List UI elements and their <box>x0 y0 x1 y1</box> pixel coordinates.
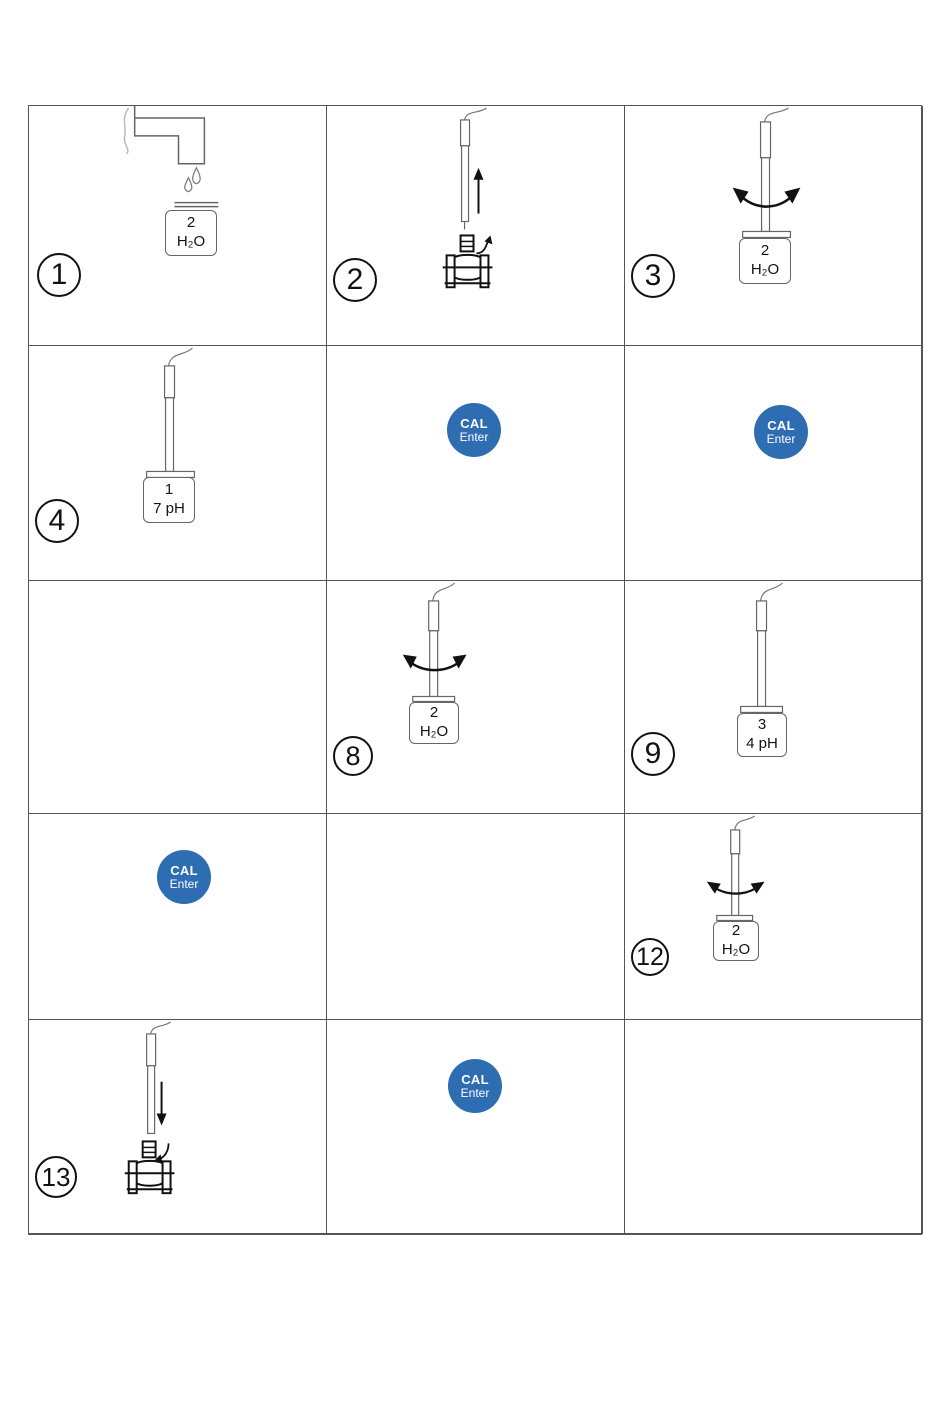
step-4-cell <box>29 346 327 581</box>
step-number: 1 <box>37 253 81 297</box>
beaker-label: 4 pH <box>746 735 778 752</box>
step-7-cell <box>29 581 327 814</box>
step-number: 8 <box>333 736 373 776</box>
step-number: 13 <box>35 1156 77 1198</box>
step-number: 2 <box>333 258 377 302</box>
enter-label: Enter <box>766 431 796 446</box>
electrode-rinse-illustration <box>625 106 922 345</box>
step-number: 3 <box>631 254 675 298</box>
step-3-cell <box>625 106 923 346</box>
step-9-cell <box>625 581 923 814</box>
pipe-clamp-icon <box>443 235 493 287</box>
step-14-cell <box>327 1020 625 1234</box>
cal-label: CAL <box>767 417 795 433</box>
beaker-ph4 <box>737 713 787 757</box>
beaker-number: 2 <box>429 704 439 722</box>
beaker-water <box>739 238 791 284</box>
beaker-ph7 <box>143 477 195 523</box>
cal-enter-button[interactable] <box>448 1059 502 1113</box>
beaker-label: 7 pH <box>153 500 185 517</box>
step-number: 4 <box>35 499 79 543</box>
beaker-water <box>713 921 759 961</box>
electrode-buffer-illustration <box>29 346 326 580</box>
enter-label: Enter <box>169 876 199 891</box>
beaker-number: 2 <box>186 214 196 232</box>
electrode-icon <box>743 108 791 237</box>
step-6-cell <box>625 346 923 581</box>
electrode-icon <box>413 583 455 701</box>
beaker-water <box>165 210 217 256</box>
beaker-number: 1 <box>164 481 174 499</box>
cal-enter-button[interactable] <box>754 405 808 459</box>
water-drop-icon <box>193 168 201 184</box>
cal-enter-button[interactable] <box>157 850 211 904</box>
step-5-cell <box>327 346 625 581</box>
beaker-label: H₂O <box>750 261 780 278</box>
step-11-cell <box>327 814 625 1020</box>
step-13-cell <box>29 1020 327 1234</box>
step-number: 9 <box>631 732 675 776</box>
beaker-water <box>409 702 459 744</box>
up-arrow-icon <box>474 168 484 214</box>
beaker-number: 3 <box>757 716 767 734</box>
enter-label: Enter <box>460 1085 490 1100</box>
electrode-icon <box>717 816 755 920</box>
step-15-cell <box>625 1020 923 1234</box>
step-8-cell <box>327 581 625 814</box>
electrode-removal-illustration <box>327 106 624 345</box>
cal-label: CAL <box>460 415 488 431</box>
electrode-icon <box>461 108 487 229</box>
down-arrow-icon <box>157 1082 167 1126</box>
beaker-label: H₂O <box>721 941 751 958</box>
step-12-cell <box>625 814 923 1020</box>
cal-enter-button[interactable] <box>447 403 501 457</box>
electrode-buffer-illustration <box>625 581 922 813</box>
electrode-insert-illustration <box>29 1020 326 1233</box>
electrode-rinse-illustration <box>327 581 624 813</box>
electrode-icon <box>741 583 783 712</box>
beaker-number: 2 <box>731 922 741 940</box>
step-number: 12 <box>631 938 669 976</box>
electrode-rinse-illustration <box>625 814 922 1019</box>
instruction-grid <box>28 105 922 1235</box>
electrode-icon <box>147 348 195 477</box>
step-2-cell <box>327 106 625 346</box>
cal-label: CAL <box>461 1071 489 1087</box>
cal-label: CAL <box>170 862 198 878</box>
step-10-cell <box>29 814 327 1020</box>
enter-label: Enter <box>459 429 489 444</box>
beaker-number: 2 <box>760 242 770 260</box>
step-1-cell <box>29 106 327 346</box>
beaker-label: H₂O <box>176 233 206 250</box>
beaker-label: H₂O <box>419 723 449 740</box>
